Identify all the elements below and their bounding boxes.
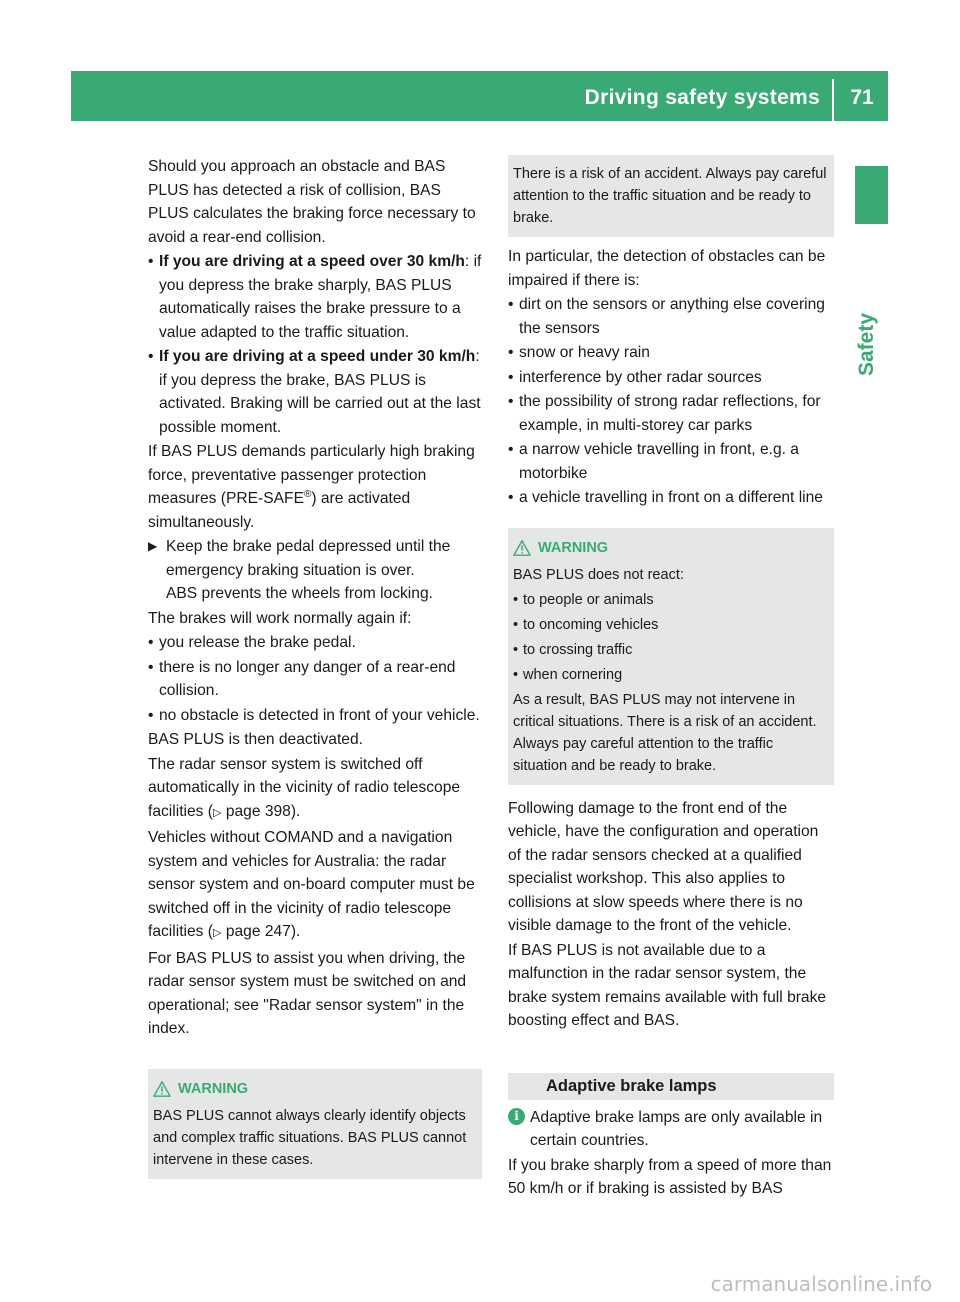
warning-intro: BAS PLUS does not react:	[513, 566, 684, 583]
warning-text: BAS PLUS cannot always clearly identify objects and complex traffic situations. BAS PLUS cannot intervene in these cases.	[153, 1107, 467, 1168]
page-reference[interactable]: page 247	[225, 923, 291, 940]
paragraph: Following damage to the front end of the vehicle, have the configuration and operation of the radar sensors checked at a qualified specialist workshop. This also applies to collisions at slow speeds where there is no visible damage to the front of the vehicle.	[508, 799, 819, 934]
list-item: • no obstacle is detected in front of your vehicle.	[148, 704, 482, 728]
section-heading: Adaptive brake lamps	[508, 1073, 834, 1100]
bullet-icon: •	[513, 666, 519, 683]
bullet-icon: •	[148, 706, 154, 724]
list-item: • snow or heavy rain	[508, 341, 834, 365]
bullet-icon: •	[148, 253, 154, 270]
list-item: • a narrow vehicle travelling in front, e.g. a motorbike	[508, 438, 834, 485]
paragraph: For BAS PLUS to assist you when driving, the radar sensor system must be switched on and operational; see "Radar sensor system" in the index.	[148, 949, 467, 1037]
paragraph: In particular, the detection of obstacles can be impaired if there is:	[508, 248, 826, 289]
info-icon: i	[508, 1108, 525, 1125]
right-column	[508, 155, 834, 1202]
paragraph: Vehicles without COMAND and a navigation system and vehicles for Australia: the radar sensor system and on-board computer must be switched off in the vicinity of radio telescope facilities (▷ page 247).	[148, 829, 475, 940]
side-tab-label: Safety	[855, 312, 878, 376]
list-item: • dirt on the sensors or anything else covering the sensors	[508, 293, 834, 340]
bullet-icon: •	[148, 348, 154, 365]
warning-header: WARNING	[153, 1077, 475, 1101]
bullet-icon: •	[508, 489, 514, 506]
watermark: carmanualsonline.info	[710, 1272, 932, 1296]
conditions-list	[148, 631, 482, 727]
arrow-right-icon: ▶	[148, 539, 158, 553]
bullet-icon: •	[148, 658, 154, 676]
paragraph: Should you approach an obstacle and BAS PLUS has detected a risk of collision, BAS PLUS calculates the braking force necessary to avoid a rear-end collision.	[148, 158, 476, 246]
bullet-icon: •	[513, 641, 519, 658]
bullet-icon: •	[508, 368, 514, 386]
list-item: • to people or animals	[513, 589, 827, 611]
warning-text: As a result, BAS PLUS may not intervene in critical situations. There is a risk of an accident. Always pay careful attention to the traffic situation and be ready to brake.	[513, 691, 817, 774]
paragraph: If you brake sharply from a speed of more than 50 km/h or if braking is assisted by BAS	[508, 1156, 832, 1197]
side-tab	[838, 121, 888, 1121]
bullet-icon: •	[508, 344, 514, 361]
list-item: • there is no longer any danger of a rear-end collision.	[148, 656, 482, 703]
list-item: • when cornering	[513, 664, 827, 686]
list-item: • to oncoming vehicles	[513, 614, 827, 636]
list-item: • If you are driving at a speed under 30 km/h: if you depress the brake, BAS PLUS is activated. Braking will be carried out at the last possible moment.	[148, 345, 482, 439]
warning-box-continued: There is a risk of an accident. Always pay careful attention to the traffic situation and be ready to brake.	[508, 155, 834, 237]
warning-triangle-icon	[153, 1080, 171, 1098]
paragraph: The radar sensor system is switched off automatically in the vicinity of radio telescope facilities (▷ page 398).	[148, 755, 461, 820]
page-reference[interactable]: page 398	[225, 802, 291, 820]
side-tab-marker	[855, 166, 888, 224]
triangle-right-icon: ▷	[213, 927, 222, 939]
warning-triangle-icon	[513, 539, 531, 557]
bullet-icon: •	[148, 634, 154, 651]
paragraph: If BAS PLUS demands particularly high braking force, preventative passenger protection measures (PRE-SAFE®) are activated simultaneously.	[148, 443, 475, 531]
header-bar	[71, 71, 888, 121]
list-item: • you release the brake pedal.	[148, 631, 482, 655]
header-divider	[832, 79, 834, 121]
speed-list	[148, 250, 482, 439]
step-item: ▶ Keep the brake pedal depressed until the emergency braking situation is over. ABS prevents the wheels from locking.	[148, 535, 482, 606]
list-item: • to crossing traffic	[513, 639, 827, 661]
bullet-icon: •	[513, 591, 519, 608]
impairment-list	[508, 293, 834, 510]
section-title: Driving safety systems	[584, 86, 820, 109]
paragraph: BAS PLUS is then deactivated.	[148, 731, 363, 748]
list-item: • the possibility of strong radar reflections, for example, in multi-storey car parks	[508, 390, 834, 437]
paragraph: The brakes will work normally again if:	[148, 609, 412, 627]
bullet-icon: •	[508, 441, 514, 458]
warning-header: WARNING	[513, 536, 827, 560]
step-list	[148, 535, 482, 606]
bullet-icon: •	[508, 393, 514, 410]
left-column	[148, 155, 482, 1179]
warning-list	[513, 589, 827, 686]
list-item: • If you are driving at a speed over 30 km/h: if you depress the brake sharply, BAS PLUS automatically raises the brake pressure to a value adapted to the traffic situation.	[148, 250, 482, 344]
warning-box	[148, 1069, 482, 1179]
bullet-icon: •	[513, 616, 519, 633]
paragraph: If BAS PLUS is not available due to a malfunction in the radar sensor system, the brake system remains available with full brake boosting effect and BAS.	[508, 941, 827, 1029]
list-item: • interference by other radar sources	[508, 366, 834, 390]
info-note: i Adaptive brake lamps are only available in certain countries.	[508, 1106, 834, 1153]
bullet-icon: •	[508, 296, 514, 313]
triangle-right-icon: ▷	[213, 806, 222, 819]
warning-box	[508, 528, 834, 785]
list-item: • a vehicle travelling in front on a different line	[508, 486, 834, 510]
page-number: 71	[850, 86, 874, 109]
